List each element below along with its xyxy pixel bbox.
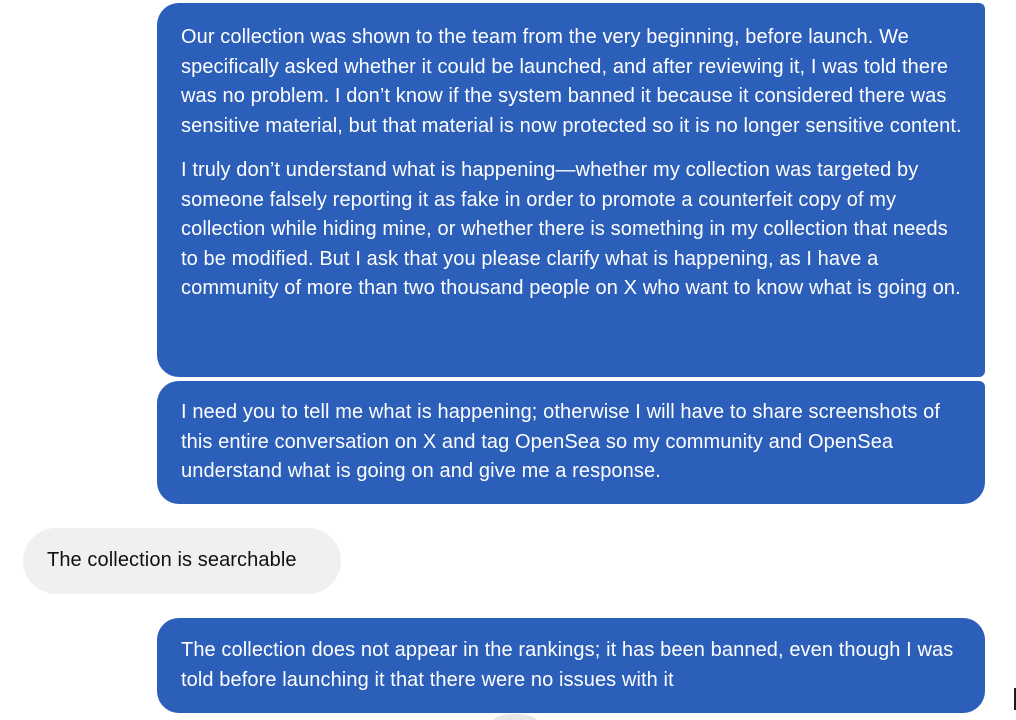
sent-message-bubble[interactable] <box>157 381 985 504</box>
sent-message-bubble[interactable] <box>157 3 985 377</box>
message-paragraph: The collection is searchable <box>47 549 297 571</box>
message-paragraph: I truly don’t understand what is happening—whether my collection was targeted by someone falsely reporting it as fake in order to promote a counterfeit copy of my collection while hiding mine, or whether there is something in my collection that needs to be modified. But I ask that you please clarify what is happening, as I have a community of more than two thousand people on X who want to know what is going on. <box>181 159 961 299</box>
message-paragraph: The collection does not appear in the rankings; it has been banned, even though I was told before launching it that there were no issues with it <box>181 639 954 691</box>
message-paragraph: Our collection was shown to the team from the very beginning, before launch. We specifically asked whether it could be launched, and after reviewing it, I was told there was no problem. I don’t know if the system banned it because it considered there was sensitive material, but that material is now protected so it is no longer sensitive content. <box>181 26 962 137</box>
sent-message-bubble[interactable] <box>157 618 985 713</box>
received-message-bubble[interactable] <box>23 528 341 594</box>
message-paragraph: I need you to tell me what is happening; otherwise I will have to share screenshots of this entire conversation on X and tag OpenSea so my community and OpenSea understand what is going on and give me a response. <box>181 401 941 482</box>
partial-bubble-edge <box>493 714 537 720</box>
